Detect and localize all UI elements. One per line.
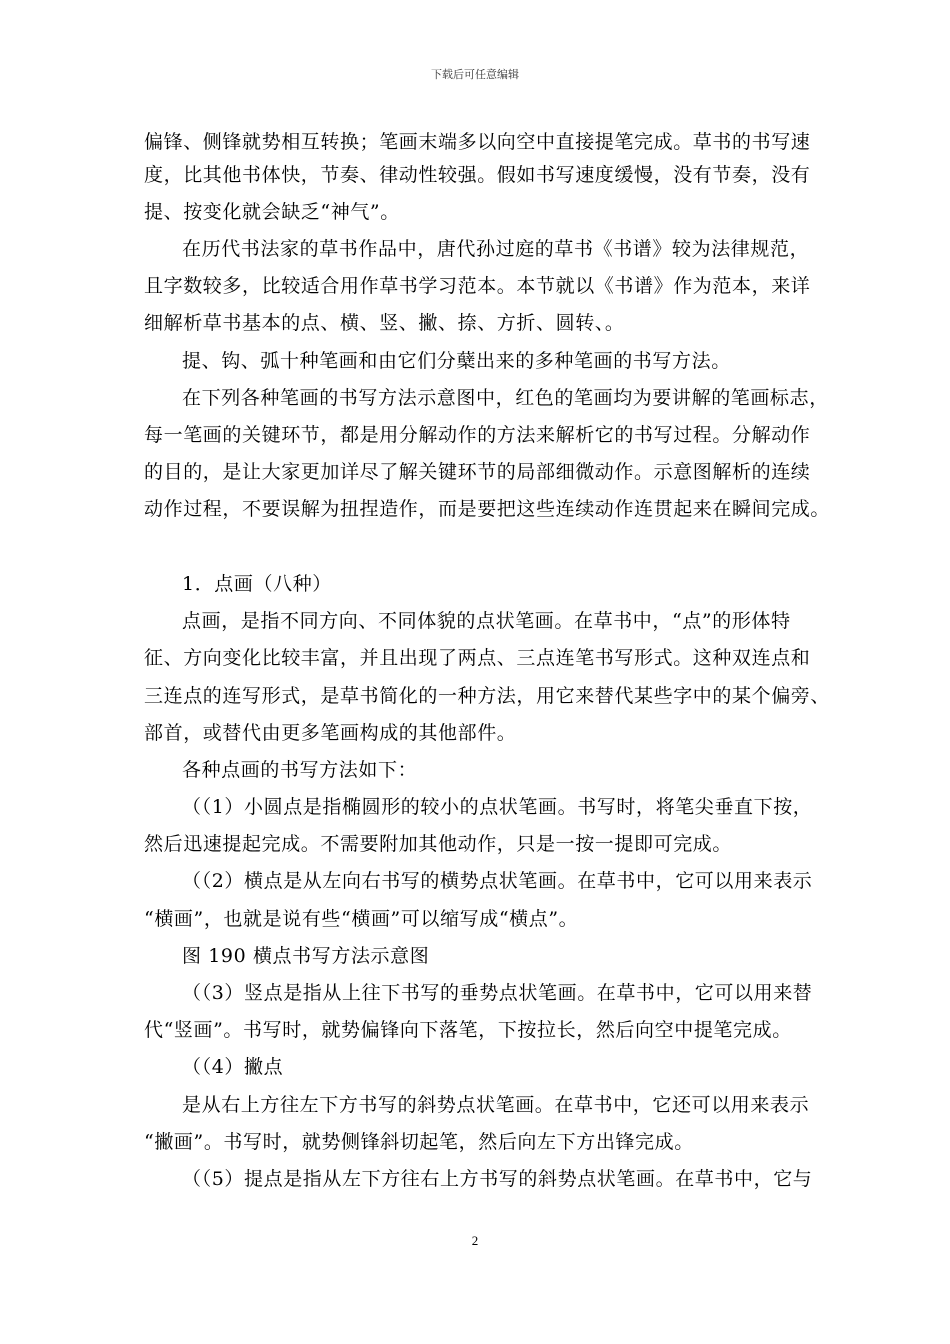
page-header: 下载后可任意编辑 — [431, 68, 519, 81]
text-line: “撇画”。书写时，就势侧锋斜切起笔，然后向左下方出锋完成。 — [144, 1131, 694, 1153]
text-line: （（4）撇点 — [182, 1056, 284, 1078]
text-line: （（5）提点是指从左下方往右上方书写的斜势点状笔画。在草书中，它与 — [182, 1168, 813, 1190]
figure-caption: 图 190 横点书写方法示意图 — [182, 945, 430, 967]
text-line: （（2）横点是从左向右书写的横势点状笔画。在草书中，它可以用来表示 — [182, 870, 813, 892]
text-line: 代“竖画”。书写时，就势偏锋向下落笔，下按拉长，然后向空中提笔完成。 — [144, 1019, 792, 1041]
text-line: 然后迅速提起完成。不需要附加其他动作，只是一按一提即可完成。 — [144, 833, 733, 855]
text-line: 的目的，是让大家更加详尽了解关键环节的局部细微动作。示意图解析的连续 — [144, 461, 811, 483]
text-line: 点画，是指不同方向、不同体貌的点状笔画。在草书中，“点”的形体特 — [182, 610, 791, 632]
text-line: 三连点的连写形式，是草书简化的一种方法，用它来替代某些字中的某个偏旁、 — [144, 685, 831, 707]
text-line: 细解析草书基本的点、横、竖、撇、捺、方折、圆转、。 — [144, 312, 625, 334]
text-line: 是从右上方往左下方书写的斜势点状笔画。在草书中，它还可以用来表示 — [182, 1094, 810, 1116]
text-line: 每一笔画的关键环节，都是用分解动作的方法来解析它的书写过程。分解动作 — [144, 424, 811, 446]
text-line: （（3）竖点是指从上往下书写的垂势点状笔画。在草书中，它可以用来替 — [182, 982, 813, 1004]
text-line: （（1）小圆点是指椭圆形的较小的点状笔画。书写时，将笔尖垂直下按， — [182, 796, 813, 818]
text-line: 动作过程，不要误解为扭捏造作，而是要把这些连续动作连贯起来在瞬间完成。 — [144, 498, 831, 520]
text-line: 且字数较多，比较适合用作草书学习范本。本节就以《书谱》作为范本，来详 — [144, 275, 811, 297]
text-line: 提、钩、弧十种笔画和由它们分蘖出来的多种笔画的书写方法。 — [182, 350, 731, 372]
text-line: 偏锋、侧锋就势相互转换；笔画末端多以向空中直接提笔完成。草书的书写速 — [144, 131, 811, 153]
text-line: 征、方向变化比较丰富，并且出现了两点、三点连笔书写形式。这种双连点和 — [144, 647, 811, 669]
text-line: 各种点画的书写方法如下： — [182, 759, 418, 781]
text-line: 提、按变化就会缺乏“神气”。 — [144, 201, 400, 223]
section-heading: 1．点画（八种） — [182, 573, 332, 595]
text-line: 在历代书法家的草书作品中，唐代孙过庭的草书《书谱》较为法律规范， — [182, 238, 810, 260]
text-line: 度，比其他书体快，节奏、律动性较强。假如书写速度缓慢，没有节奏，没有 — [144, 164, 811, 186]
page-number: 2 — [471, 1233, 479, 1248]
text-line: “横画”，也就是说有些“横画”可以缩写成“横点”。 — [144, 908, 579, 930]
text-line: 部首，或替代由更多笔画构成的其他部件。 — [144, 722, 517, 744]
text-line: 在下列各种笔画的书写方法示意图中，红色的笔画均为要讲解的笔画标志， — [182, 387, 829, 409]
